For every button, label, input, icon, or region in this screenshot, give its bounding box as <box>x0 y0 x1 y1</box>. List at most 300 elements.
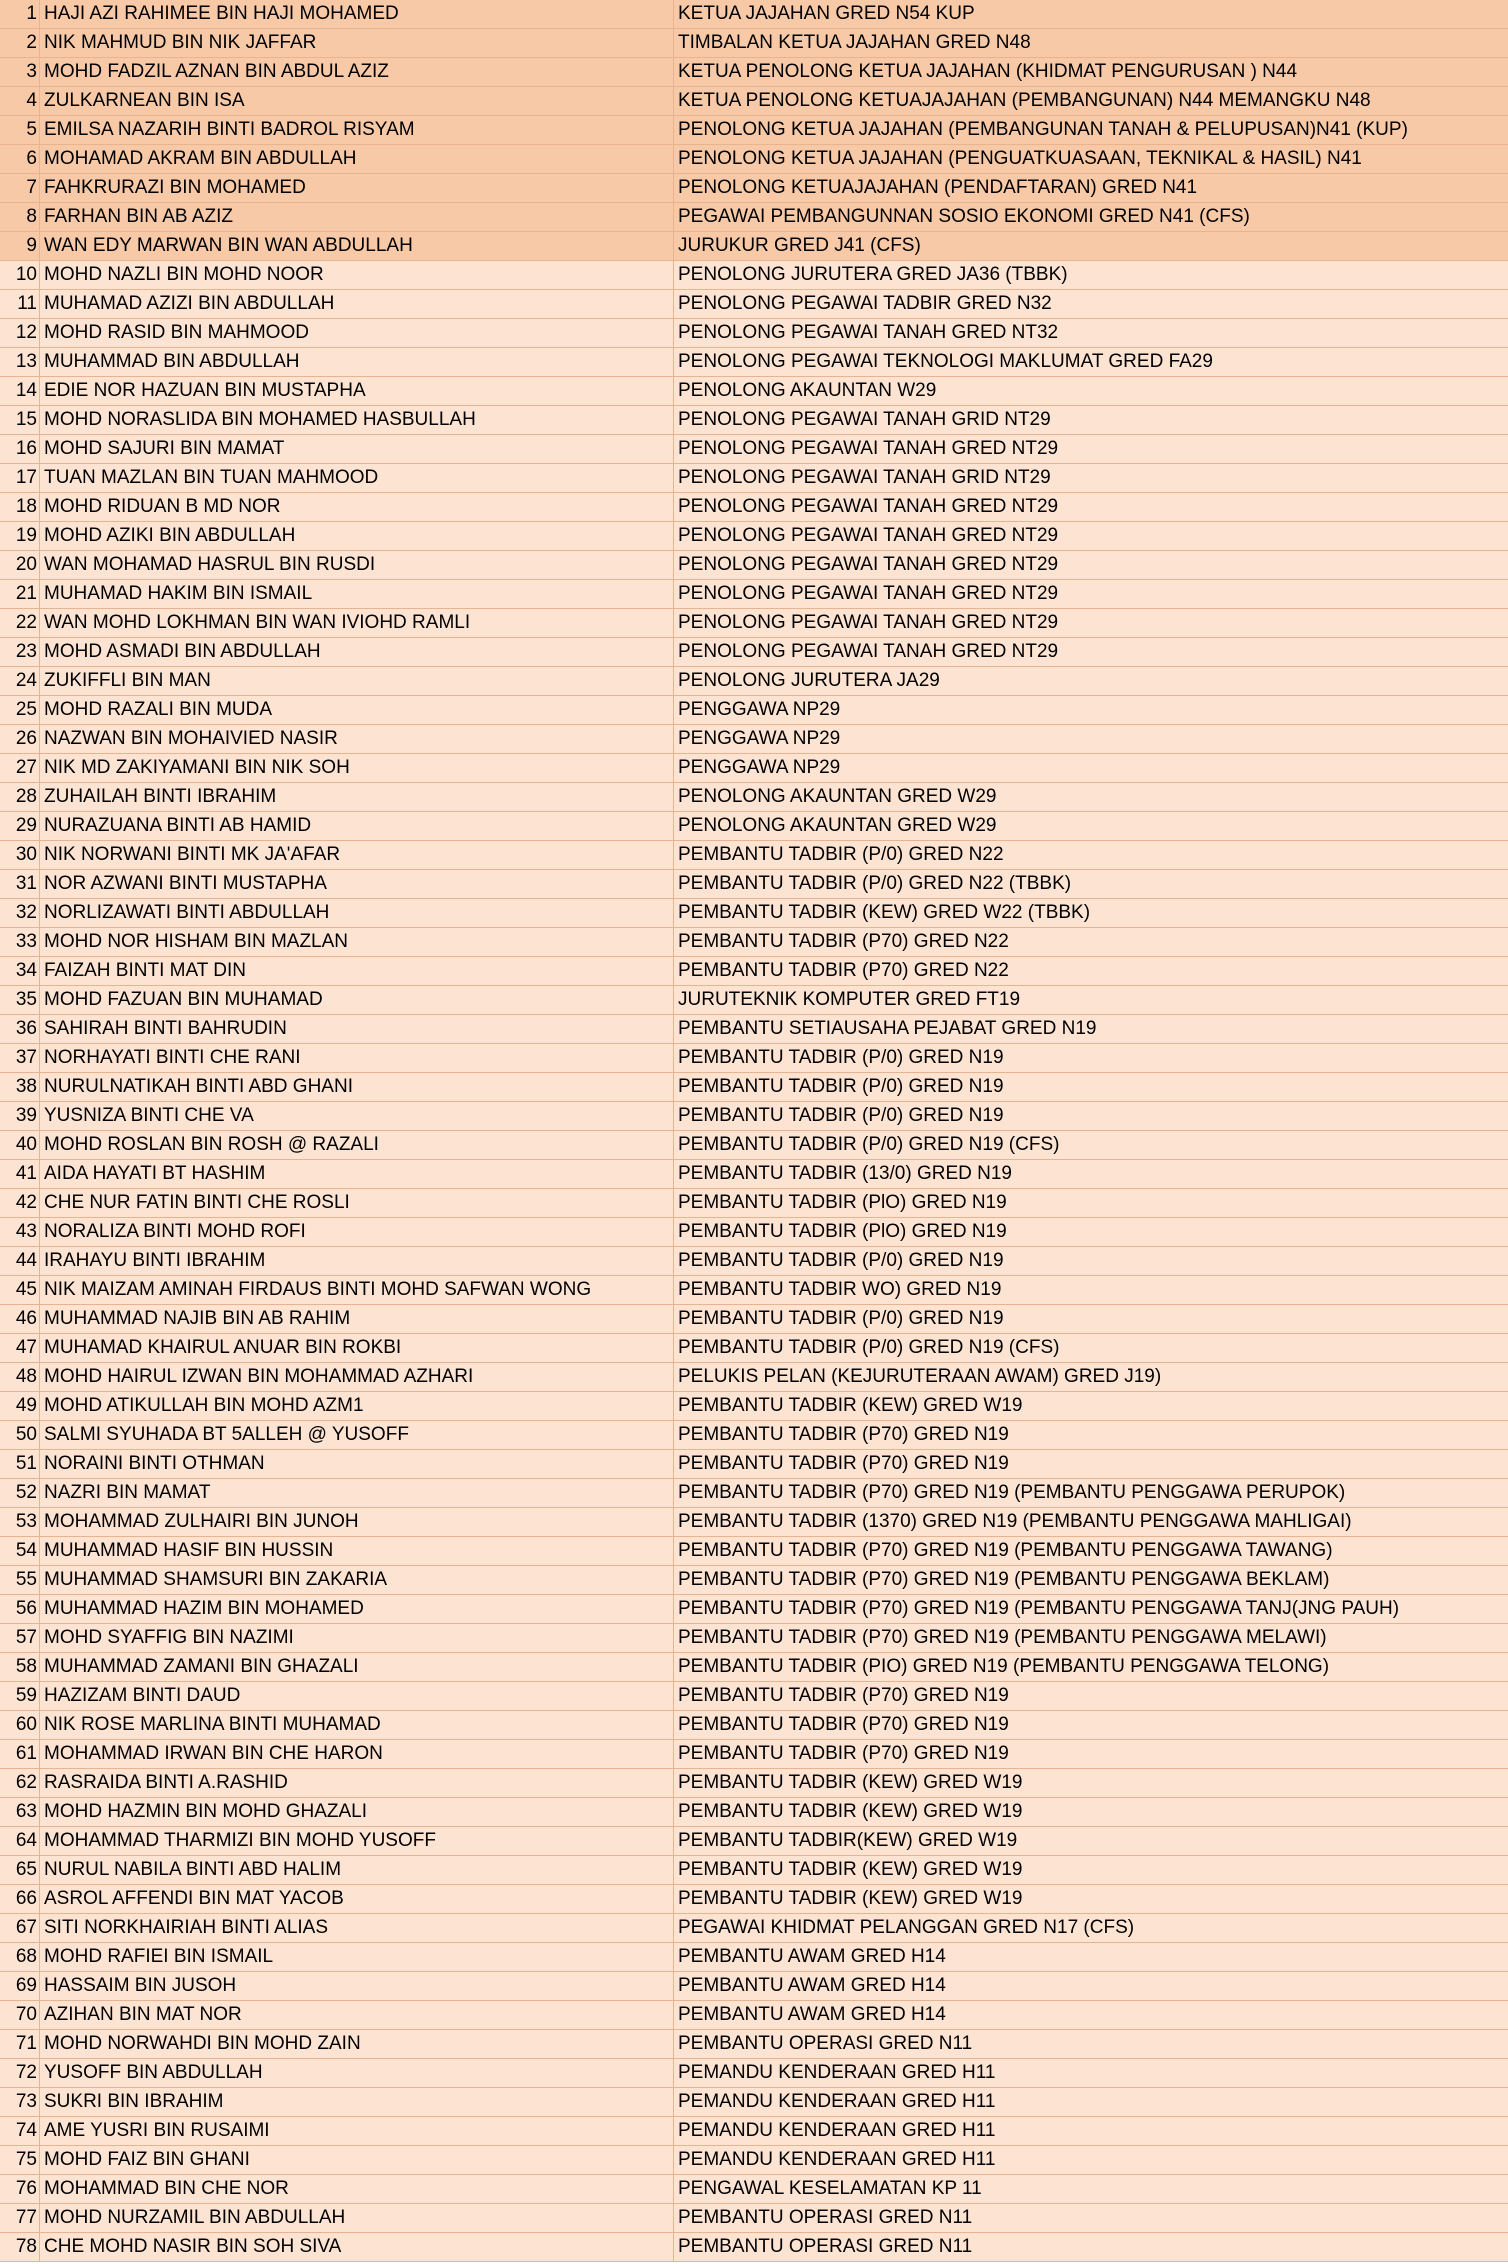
table-row <box>0 290 1508 319</box>
position-cell: PEMBANTU TADBIR (P/0) GRED N19 <box>678 1250 1004 1271</box>
table-row <box>0 1624 1508 1653</box>
table-row <box>0 232 1508 261</box>
position-cell: PENOLONG PEGAWAI TANAH GRID NT29 <box>678 467 1051 488</box>
row-number-cell: 55 <box>0 1566 40 1594</box>
row-number-cell: 63 <box>0 1798 40 1826</box>
row-number-cell: 38 <box>0 1073 40 1101</box>
position-cell: PEMBANTU TADBIR (1370) GRED N19 (PEMBANTU PENGGAWA MAHLIGAI) <box>678 1511 1352 1532</box>
table-row <box>0 1595 1508 1624</box>
table-row <box>0 1044 1508 1073</box>
position-cell: JURUKUR GRED J41 (CFS) <box>678 235 921 256</box>
position-cell: PEMBANTU TADBIR (KEW) GRED W22 (TBBK) <box>678 902 1091 923</box>
row-number-cell: 64 <box>0 1827 40 1855</box>
position-cell: PENOLONG PEGAWAI TANAH GRID NT29 <box>678 409 1051 430</box>
position-cell: PEMBANTU TADBIR (P70) GRED N22 <box>678 931 1009 952</box>
row-number-cell: 78 <box>0 2233 40 2261</box>
position-cell: PEMBANTU TADBIR (13/0) GRED N19 <box>678 1163 1012 1184</box>
row-number-cell: 31 <box>0 870 40 898</box>
table-row <box>0 1653 1508 1682</box>
position-cell: PEMBANTU TADBIR (P70) GRED N19 (PEMBANTU PENGGAWA TAWANG) <box>678 1540 1333 1561</box>
position-cell: PEMBANTU AWAM GRED H14 <box>678 2004 946 2025</box>
position-cell: PEMBANTU SETIAUSAHA PEJABAT GRED N19 <box>678 1018 1097 1039</box>
position-cell: PEMBANTU TADBIR (P70) GRED N22 <box>678 960 1009 981</box>
staff-name-cell: MOHD ATIKULLAH BIN MOHD AZM1 <box>40 1392 674 1420</box>
row-number-cell: 1 <box>0 0 40 28</box>
position-cell: PENOLONG AKAUNTAN GRED W29 <box>678 786 997 807</box>
table-row <box>0 1392 1508 1421</box>
table-row <box>0 1508 1508 1537</box>
staff-name-cell: MOHAMAD AKRAM BIN ABDULLAH <box>40 145 674 173</box>
staff-name-cell: HAZIZAM BINTI DAUD <box>40 1682 674 1710</box>
row-number-cell: 51 <box>0 1450 40 1478</box>
position-cell: PEMBANTU OPERASI GRED N11 <box>678 2207 973 2228</box>
row-number-cell: 21 <box>0 580 40 608</box>
staff-name-cell: RASRAIDA BINTI A.RASHID <box>40 1769 674 1797</box>
position-cell: PENOLONG KETUAJAJAHAN (PENDAFTARAN) GRED N41 <box>678 177 1198 198</box>
position-cell: PEMBANTU TADBIR (PlO) GRED N19 <box>678 1192 1007 1213</box>
row-number-cell: 65 <box>0 1856 40 1884</box>
row-number-cell: 23 <box>0 638 40 666</box>
table-row <box>0 1218 1508 1247</box>
staff-name-cell: MOHD NOR HISHAM BIN MAZLAN <box>40 928 674 956</box>
staff-name-cell: HAJI AZI RAHIMEE BIN HAJI MOHAMED <box>40 0 674 28</box>
staff-name-cell: MOHD AZIKI BIN ABDULLAH <box>40 522 674 550</box>
row-number-cell: 68 <box>0 1943 40 1971</box>
row-number-cell: 22 <box>0 609 40 637</box>
staff-name-cell: NOR AZWANI BINTI MUSTAPHA <box>40 870 674 898</box>
position-cell: PENOLONG PEGAWAI TANAH GRED NT29 <box>678 438 1059 459</box>
table-row <box>0 2001 1508 2030</box>
row-number-cell: 39 <box>0 1102 40 1130</box>
staff-name-cell: MOHD SYAFFIG BIN NAZIMI <box>40 1624 674 1652</box>
staff-name-cell: ZUHAILAH BINTI IBRAHIM <box>40 783 674 811</box>
table-row <box>0 0 1508 29</box>
position-cell: PEMBANTU AWAM GRED H14 <box>678 1946 946 1967</box>
table-row <box>0 2059 1508 2088</box>
staff-name-cell: AIDA HAYATI BT HASHIM <box>40 1160 674 1188</box>
table-row <box>0 580 1508 609</box>
row-number-cell: 2 <box>0 29 40 57</box>
row-number-cell: 60 <box>0 1711 40 1739</box>
row-number-cell: 18 <box>0 493 40 521</box>
position-cell: JURUTEKNIK KOMPUTER GRED FT19 <box>678 989 1021 1010</box>
position-cell: PEGAWAI PEMBANGUNNAN SOSIO EKONOMI GRED N41 (CFS) <box>678 206 1250 227</box>
table-row <box>0 638 1508 667</box>
position-cell: PENOLONG PEGAWAI TANAH GRED NT29 <box>678 525 1059 546</box>
position-cell: PEMBANTU TADBIR (PIO) GRED N19 (PEMBANTU PENGGAWA TELONG) <box>678 1656 1330 1677</box>
table-row <box>0 145 1508 174</box>
table-row <box>0 1247 1508 1276</box>
position-cell: PENOLONG PEGAWAI TANAH GRED NT29 <box>678 612 1059 633</box>
position-cell: PEMANDU KENDERAAN GRED H11 <box>678 2120 996 2141</box>
staff-name-cell: MOHD NORASLIDA BIN MOHAMED HASBULLAH <box>40 406 674 434</box>
staff-name-cell: MOHD ROSLAN BIN ROSH @ RAZALI <box>40 1131 674 1159</box>
staff-name-cell: NIK ROSE MARLINA BINTI MUHAMAD <box>40 1711 674 1739</box>
row-number-cell: 54 <box>0 1537 40 1565</box>
staff-name-cell: MUHAMMAD NAJIB BIN AB RAHIM <box>40 1305 674 1333</box>
position-cell: PEMBANTU TADBIR (P/0) GRED N19 (CFS) <box>678 1134 1060 1155</box>
row-number-cell: 72 <box>0 2059 40 2087</box>
row-number-cell: 61 <box>0 1740 40 1768</box>
row-number-cell: 11 <box>0 290 40 318</box>
staff-name-cell: NORALIZA BINTI MOHD ROFI <box>40 1218 674 1246</box>
staff-name-cell: NAZRI BIN MAMAT <box>40 1479 674 1507</box>
table-row <box>0 261 1508 290</box>
table-row <box>0 696 1508 725</box>
staff-name-cell: YUSOFF BIN ABDULLAH <box>40 2059 674 2087</box>
position-cell: PEMBANTU TADBIR (P70) GRED N19 (PEMBANTU PENGGAWA TANJ(JNG PAUH) <box>678 1598 1400 1619</box>
position-cell: PEGAWAI KHIDMAT PELANGGAN GRED N17 (CFS) <box>678 1917 1135 1938</box>
row-number-cell: 30 <box>0 841 40 869</box>
table-row <box>0 29 1508 58</box>
position-cell: PEMBANTU TADBIR (P/0) GRED N22 <box>678 844 1004 865</box>
row-number-cell: 62 <box>0 1769 40 1797</box>
position-cell: PEMANDU KENDERAAN GRED H11 <box>678 2062 996 2083</box>
table-row <box>0 203 1508 232</box>
staff-name-cell: EDIE NOR HAZUAN BIN MUSTAPHA <box>40 377 674 405</box>
row-number-cell: 13 <box>0 348 40 376</box>
row-number-cell: 66 <box>0 1885 40 1913</box>
staff-name-cell: NORLIZAWATI BINTI ABDULLAH <box>40 899 674 927</box>
row-number-cell: 44 <box>0 1247 40 1275</box>
position-cell: PENOLONG PEGAWAI TANAH GRED NT29 <box>678 554 1059 575</box>
table-row <box>0 435 1508 464</box>
table-row <box>0 1073 1508 1102</box>
position-cell: KETUA PENOLONG KETUA JAJAHAN (KHIDMAT PENGURUSAN ) N44 <box>678 61 1298 82</box>
staff-name-cell: NORHAYATI BINTI CHE RANI <box>40 1044 674 1072</box>
position-cell: KETUA JAJAHAN GRED N54 KUP <box>678 3 975 24</box>
table-row <box>0 1363 1508 1392</box>
table-row <box>0 87 1508 116</box>
row-number-cell: 56 <box>0 1595 40 1623</box>
position-cell: PEMBANTU TADBIR (P70) GRED N19 <box>678 1743 1009 1764</box>
table-row <box>0 725 1508 754</box>
table-row <box>0 2233 1508 2262</box>
position-cell: PEMBANTU TADBIR (P70) GRED N19 <box>678 1685 1009 1706</box>
row-number-cell: 16 <box>0 435 40 463</box>
table-row <box>0 406 1508 435</box>
position-cell: PEMBANTU TADBIR (KEW) GRED W19 <box>678 1801 1023 1822</box>
row-number-cell: 15 <box>0 406 40 434</box>
staff-name-cell: MOHD ASMADI BIN ABDULLAH <box>40 638 674 666</box>
staff-name-cell: EMILSA NAZARIH BINTI BADROL RISYAM <box>40 116 674 144</box>
position-cell: PENOLONG JURUTERA GRED JA36 (TBBK) <box>678 264 1068 285</box>
position-cell: PENOLONG AKAUNTAN GRED W29 <box>678 815 997 836</box>
staff-name-cell: WAN MOHD LOKHMAN BIN WAN IVIOHD RAMLI <box>40 609 674 637</box>
table-row <box>0 348 1508 377</box>
row-number-cell: 37 <box>0 1044 40 1072</box>
position-cell: PELUKIS PELAN (KEJURUTERAAN AWAM) GRED J19) <box>678 1366 1162 1387</box>
table-row <box>0 2117 1508 2146</box>
table-row <box>0 2030 1508 2059</box>
position-cell: KETUA PENOLONG KETUAJAJAHAN (PEMBANGUNAN) N44 MEMANGKU N48 <box>678 90 1371 111</box>
staff-name-cell: MOHD RIDUAN B MD NOR <box>40 493 674 521</box>
row-number-cell: 70 <box>0 2001 40 2029</box>
row-number-cell: 49 <box>0 1392 40 1420</box>
row-number-cell: 48 <box>0 1363 40 1391</box>
row-number-cell: 59 <box>0 1682 40 1710</box>
staff-name-cell: MOHD NURZAMIL BIN ABDULLAH <box>40 2204 674 2232</box>
row-number-cell: 12 <box>0 319 40 347</box>
table-row <box>0 1479 1508 1508</box>
row-number-cell: 36 <box>0 1015 40 1043</box>
table-row <box>0 986 1508 1015</box>
row-number-cell: 50 <box>0 1421 40 1449</box>
staff-name-cell: FAHKRURAZI BIN MOHAMED <box>40 174 674 202</box>
table-row <box>0 1421 1508 1450</box>
row-number-cell: 10 <box>0 261 40 289</box>
position-cell: PENOLONG AKAUNTAN W29 <box>678 380 937 401</box>
table-row <box>0 1769 1508 1798</box>
staff-name-cell: MOHAMMAD IRWAN BIN CHE HARON <box>40 1740 674 1768</box>
position-cell: PENOLONG PEGAWAI TADBIR GRED N32 <box>678 293 1052 314</box>
staff-name-cell: ZULKARNEAN BIN ISA <box>40 87 674 115</box>
staff-name-cell: MOHD NORWAHDI BIN MOHD ZAIN <box>40 2030 674 2058</box>
table-row <box>0 1189 1508 1218</box>
staff-name-cell: NIK MAIZAM AMINAH FIRDAUS BINTI MOHD SAFWAN WONG <box>40 1276 674 1304</box>
staff-name-cell: MOHD FAZUAN BIN MUHAMAD <box>40 986 674 1014</box>
row-number-cell: 73 <box>0 2088 40 2116</box>
staff-name-cell: WAN EDY MARWAN BIN WAN ABDULLAH <box>40 232 674 260</box>
staff-name-cell: NIK MAHMUD BIN NIK JAFFAR <box>40 29 674 57</box>
table-row <box>0 174 1508 203</box>
table-row <box>0 1682 1508 1711</box>
row-number-cell: 58 <box>0 1653 40 1681</box>
row-number-cell: 45 <box>0 1276 40 1304</box>
position-cell: PEMBANTU TADBIR (P70) GRED N19 <box>678 1424 1009 1445</box>
position-cell: PEMBANTU TADBIR (KEW) GRED W19 <box>678 1859 1023 1880</box>
position-cell: PEMBANTU OPERASI GRED N11 <box>678 2236 973 2257</box>
table-row <box>0 928 1508 957</box>
staff-name-cell: ASROL AFFENDI BIN MAT YACOB <box>40 1885 674 1913</box>
staff-name-cell: IRAHAYU BINTI IBRAHIM <box>40 1247 674 1275</box>
row-number-cell: 6 <box>0 145 40 173</box>
row-number-cell: 43 <box>0 1218 40 1246</box>
row-number-cell: 41 <box>0 1160 40 1188</box>
position-cell: PEMANDU KENDERAAN GRED H11 <box>678 2091 996 2112</box>
table-row <box>0 1566 1508 1595</box>
staff-name-cell: ZUKIFFLI BIN MAN <box>40 667 674 695</box>
position-cell: PEMBANTU TADBIR (KEW) GRED W19 <box>678 1888 1023 1909</box>
table-row <box>0 1131 1508 1160</box>
staff-name-cell: MOHD NAZLI BIN MOHD NOOR <box>40 261 674 289</box>
staff-name-cell: CHE MOHD NASIR BIN SOH SIVA <box>40 2233 674 2261</box>
table-row <box>0 522 1508 551</box>
position-cell: PEMBANTU TADBIR (P/0) GRED N19 <box>678 1308 1004 1329</box>
table-row <box>0 1305 1508 1334</box>
table-row <box>0 1914 1508 1943</box>
row-number-cell: 52 <box>0 1479 40 1507</box>
staff-name-cell: NURUL NABILA BINTI ABD HALIM <box>40 1856 674 1884</box>
position-cell: PEMBANTU TADBIR (P/0) GRED N19 (CFS) <box>678 1337 1060 1358</box>
table-row <box>0 841 1508 870</box>
row-number-cell: 32 <box>0 899 40 927</box>
staff-name-cell: MUHAMMAD HAZIM BIN MOHAMED <box>40 1595 674 1623</box>
row-number-cell: 28 <box>0 783 40 811</box>
table-row <box>0 1334 1508 1363</box>
staff-name-cell: MOHD FADZIL AZNAN BIN ABDUL AZIZ <box>40 58 674 86</box>
position-cell: PEMBANTU TADBIR(KEW) GRED W19 <box>678 1830 1018 1851</box>
table-row <box>0 609 1508 638</box>
position-cell: PEMBANTU TADBIR (KEW) GRED W19 <box>678 1772 1023 1793</box>
position-cell: PENOLONG PEGAWAI TANAH GRED NT29 <box>678 496 1059 517</box>
staff-name-cell: MUHAMMAD HASIF BIN HUSSIN <box>40 1537 674 1565</box>
row-number-cell: 76 <box>0 2175 40 2203</box>
table-row <box>0 1885 1508 1914</box>
table-row <box>0 493 1508 522</box>
staff-name-cell: NURAZUANA BINTI AB HAMID <box>40 812 674 840</box>
table-row <box>0 899 1508 928</box>
table-row <box>0 1450 1508 1479</box>
staff-name-cell: HASSAIM BIN JUSOH <box>40 1972 674 2000</box>
staff-name-cell: MOHD RAFIEI BIN ISMAIL <box>40 1943 674 1971</box>
position-cell: PEMBANTU TADBIR (P/0) GRED N22 (TBBK) <box>678 873 1072 894</box>
staff-name-cell: NAZWAN BIN MOHAIVIED NASIR <box>40 725 674 753</box>
row-number-cell: 5 <box>0 116 40 144</box>
staff-name-cell: NORAINI BINTI OTHMAN <box>40 1450 674 1478</box>
row-number-cell: 20 <box>0 551 40 579</box>
table-row <box>0 2175 1508 2204</box>
table-row <box>0 2204 1508 2233</box>
row-number-cell: 74 <box>0 2117 40 2145</box>
row-number-cell: 19 <box>0 522 40 550</box>
row-number-cell: 7 <box>0 174 40 202</box>
position-cell: PEMBANTU AWAM GRED H14 <box>678 1975 946 1996</box>
staff-name-cell: MUHAMMAD SHAMSURI BIN ZAKARIA <box>40 1566 674 1594</box>
staff-name-cell: MUHAMMAD ZAMANI BIN GHAZALI <box>40 1653 674 1681</box>
position-cell: PENGAWAL KESELAMATAN KP 11 <box>678 2178 982 2199</box>
position-cell: PEMBANTU TADBIR (P/0) GRED N19 <box>678 1076 1004 1097</box>
position-cell: PEMANDU KENDERAAN GRED H11 <box>678 2149 996 2170</box>
position-cell: PENGGAWA NP29 <box>678 699 841 720</box>
row-number-cell: 25 <box>0 696 40 724</box>
table-row <box>0 1160 1508 1189</box>
row-number-cell: 53 <box>0 1508 40 1536</box>
table-row <box>0 870 1508 899</box>
staff-name-cell: YUSNIZA BINTI CHE VA <box>40 1102 674 1130</box>
staff-name-cell: AZIHAN BIN MAT NOR <box>40 2001 674 2029</box>
row-number-cell: 14 <box>0 377 40 405</box>
staff-name-cell: CHE NUR FATIN BINTI CHE ROSLI <box>40 1189 674 1217</box>
staff-name-cell: MOHD RAZALI BIN MUDA <box>40 696 674 724</box>
table-row <box>0 116 1508 145</box>
row-number-cell: 75 <box>0 2146 40 2174</box>
table-row <box>0 1740 1508 1769</box>
row-number-cell: 71 <box>0 2030 40 2058</box>
staff-name-cell: MOHD SAJURI BIN MAMAT <box>40 435 674 463</box>
staff-name-cell: NIK MD ZAKIYAMANI BIN NIK SOH <box>40 754 674 782</box>
staff-name-cell: MOHAMMAD THARMIZI BIN MOHD YUSOFF <box>40 1827 674 1855</box>
table-row <box>0 2088 1508 2117</box>
position-cell: PEMBANTU TADBIR (P70) GRED N19 <box>678 1453 1009 1474</box>
table-row <box>0 319 1508 348</box>
position-cell: PENGGAWA NP29 <box>678 757 841 778</box>
row-number-cell: 17 <box>0 464 40 492</box>
staff-name-cell: MUHAMMAD BIN ABDULLAH <box>40 348 674 376</box>
staff-name-cell: FAIZAH BINTI MAT DIN <box>40 957 674 985</box>
position-cell: PENOLONG PEGAWAI TANAH GRED NT29 <box>678 583 1059 604</box>
table-row <box>0 1972 1508 2001</box>
row-number-cell: 34 <box>0 957 40 985</box>
table-row <box>0 1798 1508 1827</box>
staff-name-cell: NIK NORWANI BINTI MK JA'AFAR <box>40 841 674 869</box>
staff-name-cell: WAN MOHAMAD HASRUL BIN RUSDI <box>40 551 674 579</box>
row-number-cell: 8 <box>0 203 40 231</box>
table-row <box>0 812 1508 841</box>
row-number-cell: 33 <box>0 928 40 956</box>
row-number-cell: 29 <box>0 812 40 840</box>
row-number-cell: 77 <box>0 2204 40 2232</box>
staff-name-cell: SALMI SYUHADA BT 5ALLEH @ YUSOFF <box>40 1421 674 1449</box>
position-cell: PEMBANTU TADBIR (KEW) GRED W19 <box>678 1395 1023 1416</box>
table-row <box>0 58 1508 87</box>
row-number-cell: 69 <box>0 1972 40 2000</box>
table-row <box>0 377 1508 406</box>
table-row <box>0 1943 1508 1972</box>
staff-name-cell: TUAN MAZLAN BIN TUAN MAHMOOD <box>40 464 674 492</box>
table-row <box>0 1711 1508 1740</box>
table-row <box>0 667 1508 696</box>
position-cell: PEMBANTU TADBIR WO) GRED N19 <box>678 1279 1002 1300</box>
staff-name-cell: FARHAN BIN AB AZIZ <box>40 203 674 231</box>
row-number-cell: 40 <box>0 1131 40 1159</box>
staff-name-cell: MOHAMMAD BIN CHE NOR <box>40 2175 674 2203</box>
staff-name-cell: SAHIRAH BINTI BAHRUDIN <box>40 1015 674 1043</box>
position-cell: PEMBANTU TADBIR (PlO) GRED N19 <box>678 1221 1007 1242</box>
row-number-cell: 57 <box>0 1624 40 1652</box>
position-cell: TIMBALAN KETUA JAJAHAN GRED N48 <box>678 32 1031 53</box>
position-cell: PEMBANTU TADBIR (P70) GRED N19 <box>678 1714 1009 1735</box>
row-number-cell: 4 <box>0 87 40 115</box>
table-row <box>0 754 1508 783</box>
position-cell: PEMBANTU TADBIR (P/0) GRED N19 <box>678 1105 1004 1126</box>
staff-name-cell: SITI NORKHAIRIAH BINTI ALIAS <box>40 1914 674 1942</box>
staff-name-cell: AME YUSRI BIN RUSAIMI <box>40 2117 674 2145</box>
staff-name-cell: MOHD RASID BIN MAHMOOD <box>40 319 674 347</box>
staff-name-cell: MOHD HAIRUL IZWAN BIN MOHAMMAD AZHARI <box>40 1363 674 1391</box>
staff-name-cell: MOHD HAZMIN BIN MOHD GHAZALI <box>40 1798 674 1826</box>
position-cell: PENOLONG PEGAWAI TANAH GRED NT32 <box>678 322 1059 343</box>
row-number-cell: 24 <box>0 667 40 695</box>
staff-name-cell: SUKRI BIN IBRAHIM <box>40 2088 674 2116</box>
table-row <box>0 1856 1508 1885</box>
position-cell: PEMBANTU TADBIR (P/0) GRED N19 <box>678 1047 1004 1068</box>
staff-name-cell: MUHAMAD KHAIRUL ANUAR BIN ROKBI <box>40 1334 674 1362</box>
row-number-cell: 67 <box>0 1914 40 1942</box>
table-row <box>0 1827 1508 1856</box>
table-row <box>0 783 1508 812</box>
position-cell: PENGGAWA NP29 <box>678 728 841 749</box>
row-number-cell: 27 <box>0 754 40 782</box>
position-cell: PENOLONG KETUA JAJAHAN (PEMBANGUNAN TANAH & PELUPUSAN)N41 (KUP) <box>678 119 1408 140</box>
row-number-cell: 26 <box>0 725 40 753</box>
table-row <box>0 1276 1508 1305</box>
staff-name-cell: MUHAMAD HAKIM BIN ISMAIL <box>40 580 674 608</box>
staff-name-cell: NURULNATIKAH BINTI ABD GHANI <box>40 1073 674 1101</box>
row-number-cell: 3 <box>0 58 40 86</box>
table-row <box>0 551 1508 580</box>
position-cell: PENOLONG KETUA JAJAHAN (PENGUATKUASAAN, TEKNIKAL & HASIL) N41 <box>678 148 1362 169</box>
table-row <box>0 957 1508 986</box>
position-cell: PENOLONG JURUTERA JA29 <box>678 670 940 691</box>
table-row <box>0 1102 1508 1131</box>
table-row <box>0 2146 1508 2175</box>
table-row <box>0 1537 1508 1566</box>
staff-name-cell: MUHAMAD AZIZI BIN ABDULLAH <box>40 290 674 318</box>
row-number-cell: 42 <box>0 1189 40 1217</box>
staff-name-cell: MOHAMMAD ZULHAIRI BIN JUNOH <box>40 1508 674 1536</box>
position-cell: PEMBANTU TADBIR (P70) GRED N19 (PEMBANTU PENGGAWA MELAWI) <box>678 1627 1327 1648</box>
